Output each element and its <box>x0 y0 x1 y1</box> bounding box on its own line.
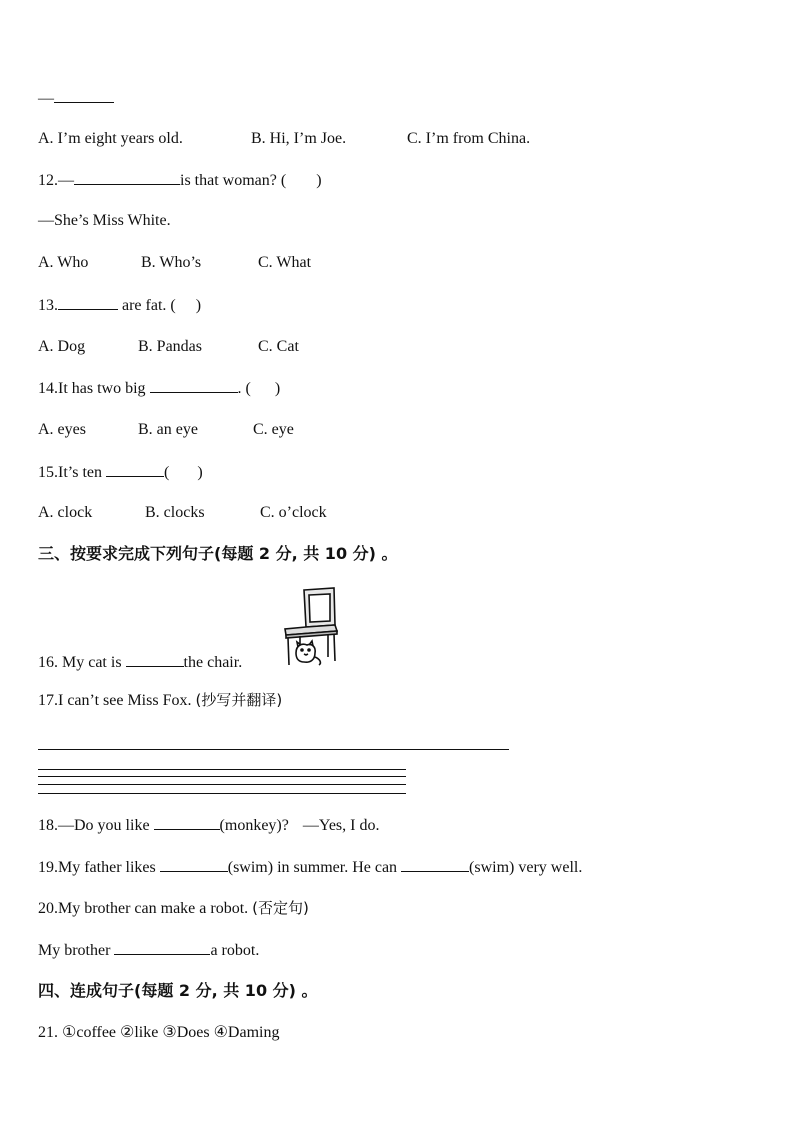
q20-answer-prefix: My brother <box>38 942 111 959</box>
q18-reply: —Yes, I do. <box>302 817 380 834</box>
q20-answer-suffix: a robot. <box>210 942 260 959</box>
q14-option-c: C. eye <box>253 421 294 438</box>
q19-mid: (swim) in summer. He can <box>227 859 398 876</box>
q12-prefix: 12.— <box>38 172 74 189</box>
q11-option-a: A. I’m eight years old. <box>38 130 183 147</box>
q15-question <box>38 462 203 483</box>
q19-prefix: 19.My father likes <box>38 859 156 876</box>
q21-words: 21. ①coffee ②like ③Does ④Daming <box>38 1024 280 1041</box>
q19-blank-2[interactable] <box>401 857 469 872</box>
q15-suffix: ( <box>164 464 170 481</box>
q16-suffix: the chair. <box>183 654 243 671</box>
q15-close: ) <box>197 464 203 481</box>
q13-option-c: C. Cat <box>258 338 299 355</box>
section-3-heading: 三、按要求完成下列句子(每题 2 分, 共 10 分) 。 <box>38 544 398 563</box>
q16-question <box>38 652 242 673</box>
q13-question <box>38 295 201 316</box>
q20-text: 20.My brother can make a robot. <box>38 900 249 917</box>
chair-with-cat-image <box>282 587 340 667</box>
q17-question <box>38 690 282 711</box>
q14-blank[interactable] <box>150 378 238 393</box>
q11-option-b: B. Hi, I’m Joe. <box>251 130 347 147</box>
q14-option-b: B. an eye <box>138 421 198 438</box>
q13-option-a: A. Dog <box>38 338 86 355</box>
q13-blank[interactable] <box>58 295 118 310</box>
q17-copy-line-2[interactable] <box>38 776 406 777</box>
q11-blank[interactable] <box>54 88 114 103</box>
q14-option-a: A. eyes <box>38 421 86 438</box>
q19-suffix: (swim) very well. <box>469 859 583 876</box>
q13-close: ) <box>195 297 202 314</box>
q11-options <box>38 129 530 149</box>
q20-blank[interactable] <box>114 940 210 955</box>
q18-prefix: 18.—Do you like <box>38 817 150 834</box>
q19-question <box>38 857 582 878</box>
q18-blank[interactable] <box>154 815 220 830</box>
q17-copy-line-3[interactable] <box>38 784 406 785</box>
q15-option-c: C. o’clock <box>260 504 327 521</box>
q12-option-a: A. Who <box>38 254 89 271</box>
q12-close: ) <box>316 172 322 189</box>
q13-option-b: B. Pandas <box>138 338 202 355</box>
q11-dash: — <box>38 90 54 107</box>
q15-prefix: 15.It’s ten <box>38 464 102 481</box>
q12-options <box>38 253 311 273</box>
q12-question <box>38 170 322 191</box>
q14-close: ) <box>274 380 281 397</box>
q17-translation-line[interactable] <box>38 749 509 750</box>
q15-blank[interactable] <box>106 462 164 477</box>
q20-note: (否定句) <box>252 899 309 917</box>
q17-copy-line-1[interactable] <box>38 769 406 770</box>
q13-suffix: are fat. ( <box>122 297 176 314</box>
q14-question <box>38 378 280 399</box>
q15-option-b: B. clocks <box>145 504 205 521</box>
q20-question <box>38 898 309 919</box>
q13-options <box>38 337 299 357</box>
q12-option-c: C. What <box>258 254 312 271</box>
q17-note: (抄写并翻译) <box>195 691 283 709</box>
q18-suffix: (monkey)? <box>219 817 289 834</box>
q15-option-a: A. clock <box>38 504 93 521</box>
q11-answer-line <box>38 88 114 109</box>
q12-answer: —She’s Miss White. <box>38 212 171 229</box>
q20-answer-line <box>38 940 259 961</box>
section-4-heading: 四、连成句子(每题 2 分, 共 10 分) 。 <box>38 981 318 1000</box>
q16-blank[interactable] <box>126 652 184 667</box>
q14-suffix: . ( <box>237 380 251 397</box>
q14-prefix: 14.It has two big <box>38 380 146 397</box>
q16-prefix: 16. My cat is <box>38 654 122 671</box>
q17-copy-line-4[interactable] <box>38 793 406 794</box>
q11-option-c: C. I’m from China. <box>407 130 531 147</box>
q19-blank-1[interactable] <box>160 857 228 872</box>
q15-options <box>38 503 327 523</box>
q13-prefix: 13. <box>38 297 58 314</box>
q17-text: 17.I can’t see Miss Fox. <box>38 692 192 709</box>
q14-options <box>38 420 294 440</box>
q12-suffix: is that woman? ( <box>180 172 287 189</box>
q18-question <box>38 815 379 836</box>
q12-option-b: B. Who’s <box>141 254 202 271</box>
q12-blank[interactable] <box>74 170 180 185</box>
